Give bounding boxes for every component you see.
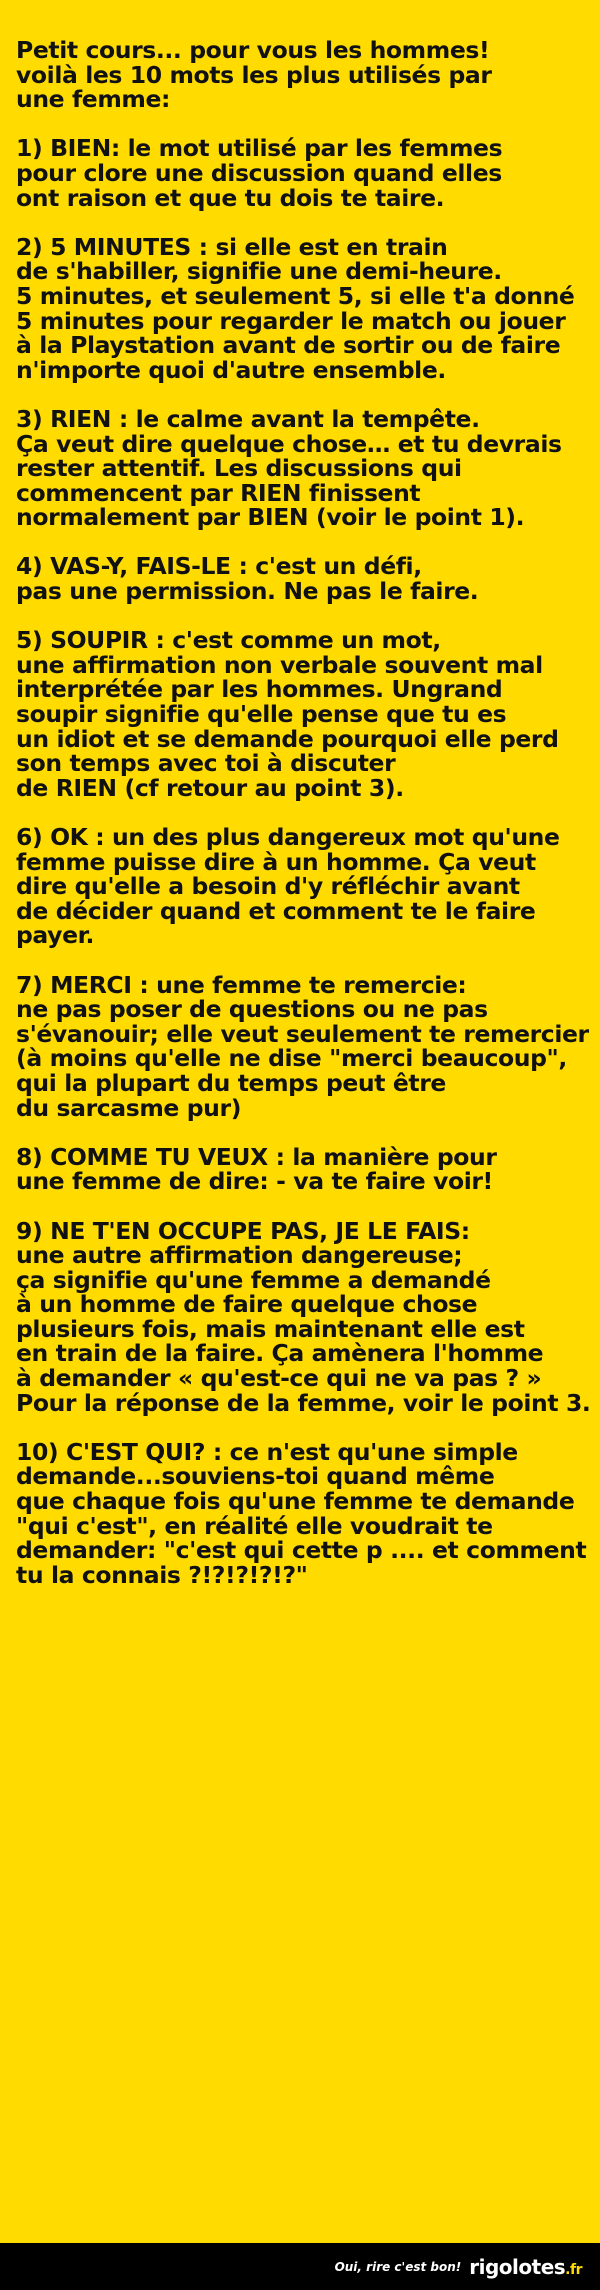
item-line: 10) C'EST QUI? : ce n'est qu'une simple	[16, 1437, 518, 1466]
item-2	[16, 232, 588, 384]
site-logo[interactable]	[469, 2255, 582, 2279]
item-line: s'évanouir; elle veut seulement te remercier	[16, 1019, 589, 1048]
item-line: son temps avec toi à discuter	[16, 749, 396, 778]
item-line: commencent par RIEN finissent	[16, 478, 421, 507]
item-line: une affirmation non verbale souvent mal	[16, 650, 543, 679]
item-line: soupir signifie qu'elle pense que tu es	[16, 700, 507, 729]
footer-branding	[335, 2243, 582, 2290]
item-line: normalement par BIEN (voir le point 1).	[16, 503, 525, 532]
item-line: demande...souviens-toi quand même	[16, 1462, 495, 1491]
item-line: "qui c'est", en réalité elle voudrait te	[16, 1511, 493, 1540]
item-line: en train de la faire. Ça amènera l'homme	[16, 1339, 544, 1368]
item-7	[16, 970, 589, 1122]
item-line: 5 minutes pour regarder le match ou jouer	[16, 306, 566, 335]
item-line: 9) NE T'EN OCCUPE PAS, JE LE FAIS:	[16, 1216, 470, 1245]
item-line: une autre affirmation dangereuse;	[16, 1241, 463, 1270]
intro-line: Petit cours... pour vous les hommes!	[16, 36, 490, 64]
item-line: payer.	[16, 921, 94, 950]
item-5	[16, 628, 588, 800]
item-line: à demander « qu'est-ce qui ne va pas ? »	[16, 1364, 542, 1393]
item-3	[16, 404, 588, 532]
item-line: ont raison et que tu dois te taire.	[16, 183, 445, 212]
item-line: qui la plupart du temps peut être	[16, 1068, 446, 1097]
item-line: de décider quand et comment te le faire	[16, 896, 536, 925]
item-line: ça signifie qu'une femme a demandé	[16, 1265, 491, 1294]
item-line: pas une permission. Ne pas le faire.	[16, 577, 479, 606]
intro-line: une femme:	[16, 85, 171, 114]
item-line: 4) VAS-Y, FAIS-LE : c'est un défi,	[16, 552, 422, 581]
item-line: (à moins qu'elle ne dise "merci beaucoup",	[16, 1044, 567, 1073]
item-line: interprétée par les hommes. Ungrand	[16, 675, 503, 704]
item-line: femme puisse dire à un homme. Ça veut	[16, 847, 536, 876]
item-line: tu la connais ?!?!?!?!?"	[16, 1560, 308, 1589]
item-line: de s'habiller, signifie une demi-heure.	[16, 257, 502, 286]
item-line: Ça veut dire quelque chose… et tu devrais	[16, 429, 562, 458]
item-line: une femme de dire: - va te faire voir!	[16, 1167, 493, 1196]
item-1	[16, 136, 588, 210]
item-line: 7) MERCI : une femme te remercie:	[16, 970, 467, 999]
item-4	[16, 552, 588, 606]
item-line: pour clore une discussion quand elles	[16, 158, 502, 187]
item-line: du sarcasme pur)	[16, 1093, 242, 1122]
item-line: Pour la réponse de la femme, voir le point 3.	[16, 1388, 591, 1417]
logo-tld: .fr	[565, 2261, 582, 2278]
item-line: de RIEN (cf retour au point 3).	[16, 773, 404, 802]
item-line: à un homme de faire quelque chose	[16, 1290, 478, 1319]
item-line: 2) 5 MINUTES : si elle est en train	[16, 232, 448, 261]
intro-line: voilà les 10 mots les plus utilisés par	[16, 60, 492, 89]
item-line: un idiot et se demande pourquoi elle perd	[16, 724, 559, 753]
item-8	[16, 1142, 588, 1196]
item-line: rester attentif. Les discussions qui	[16, 454, 462, 483]
logo-main: rigolotes	[469, 2254, 566, 2279]
item-9	[16, 1216, 591, 1417]
item-6	[16, 825, 588, 948]
item-line: 3) RIEN : le calme avant la tempête.	[16, 404, 480, 433]
item-line: n'importe quoi d'autre ensemble.	[16, 355, 446, 384]
item-line: 6) OK : un des plus dangereux mot qu'une	[16, 823, 560, 851]
item-line: 1) BIEN: le mot utilisé par les femmes	[16, 134, 503, 163]
item-line: plusieurs fois, mais maintenant elle est	[16, 1314, 525, 1343]
item-line: à la Playstation avant de sortir ou de faire	[16, 331, 561, 360]
item-line: 8) COMME TU VEUX : la manière pour	[16, 1142, 497, 1171]
joke-text	[16, 36, 591, 1612]
item-line: ne pas poser de questions ou ne pas	[16, 995, 488, 1024]
item-10	[16, 1437, 588, 1589]
item-line: demander: "c'est qui cette p .... et comment	[16, 1536, 587, 1565]
item-line: 5 minutes, et seulement 5, si elle t'a donné	[16, 281, 575, 310]
item-line: que chaque fois qu'une femme te demande	[16, 1487, 575, 1516]
item-line: 5) SOUPIR : c'est comme un mot,	[16, 626, 441, 655]
footer-bar	[0, 2243, 600, 2290]
intro-paragraph	[16, 38, 588, 112]
footer-tagline: Oui, rire c'est bon!	[334, 2259, 462, 2274]
item-line: dire qu'elle a besoin d'y réfléchir avant	[16, 872, 520, 901]
